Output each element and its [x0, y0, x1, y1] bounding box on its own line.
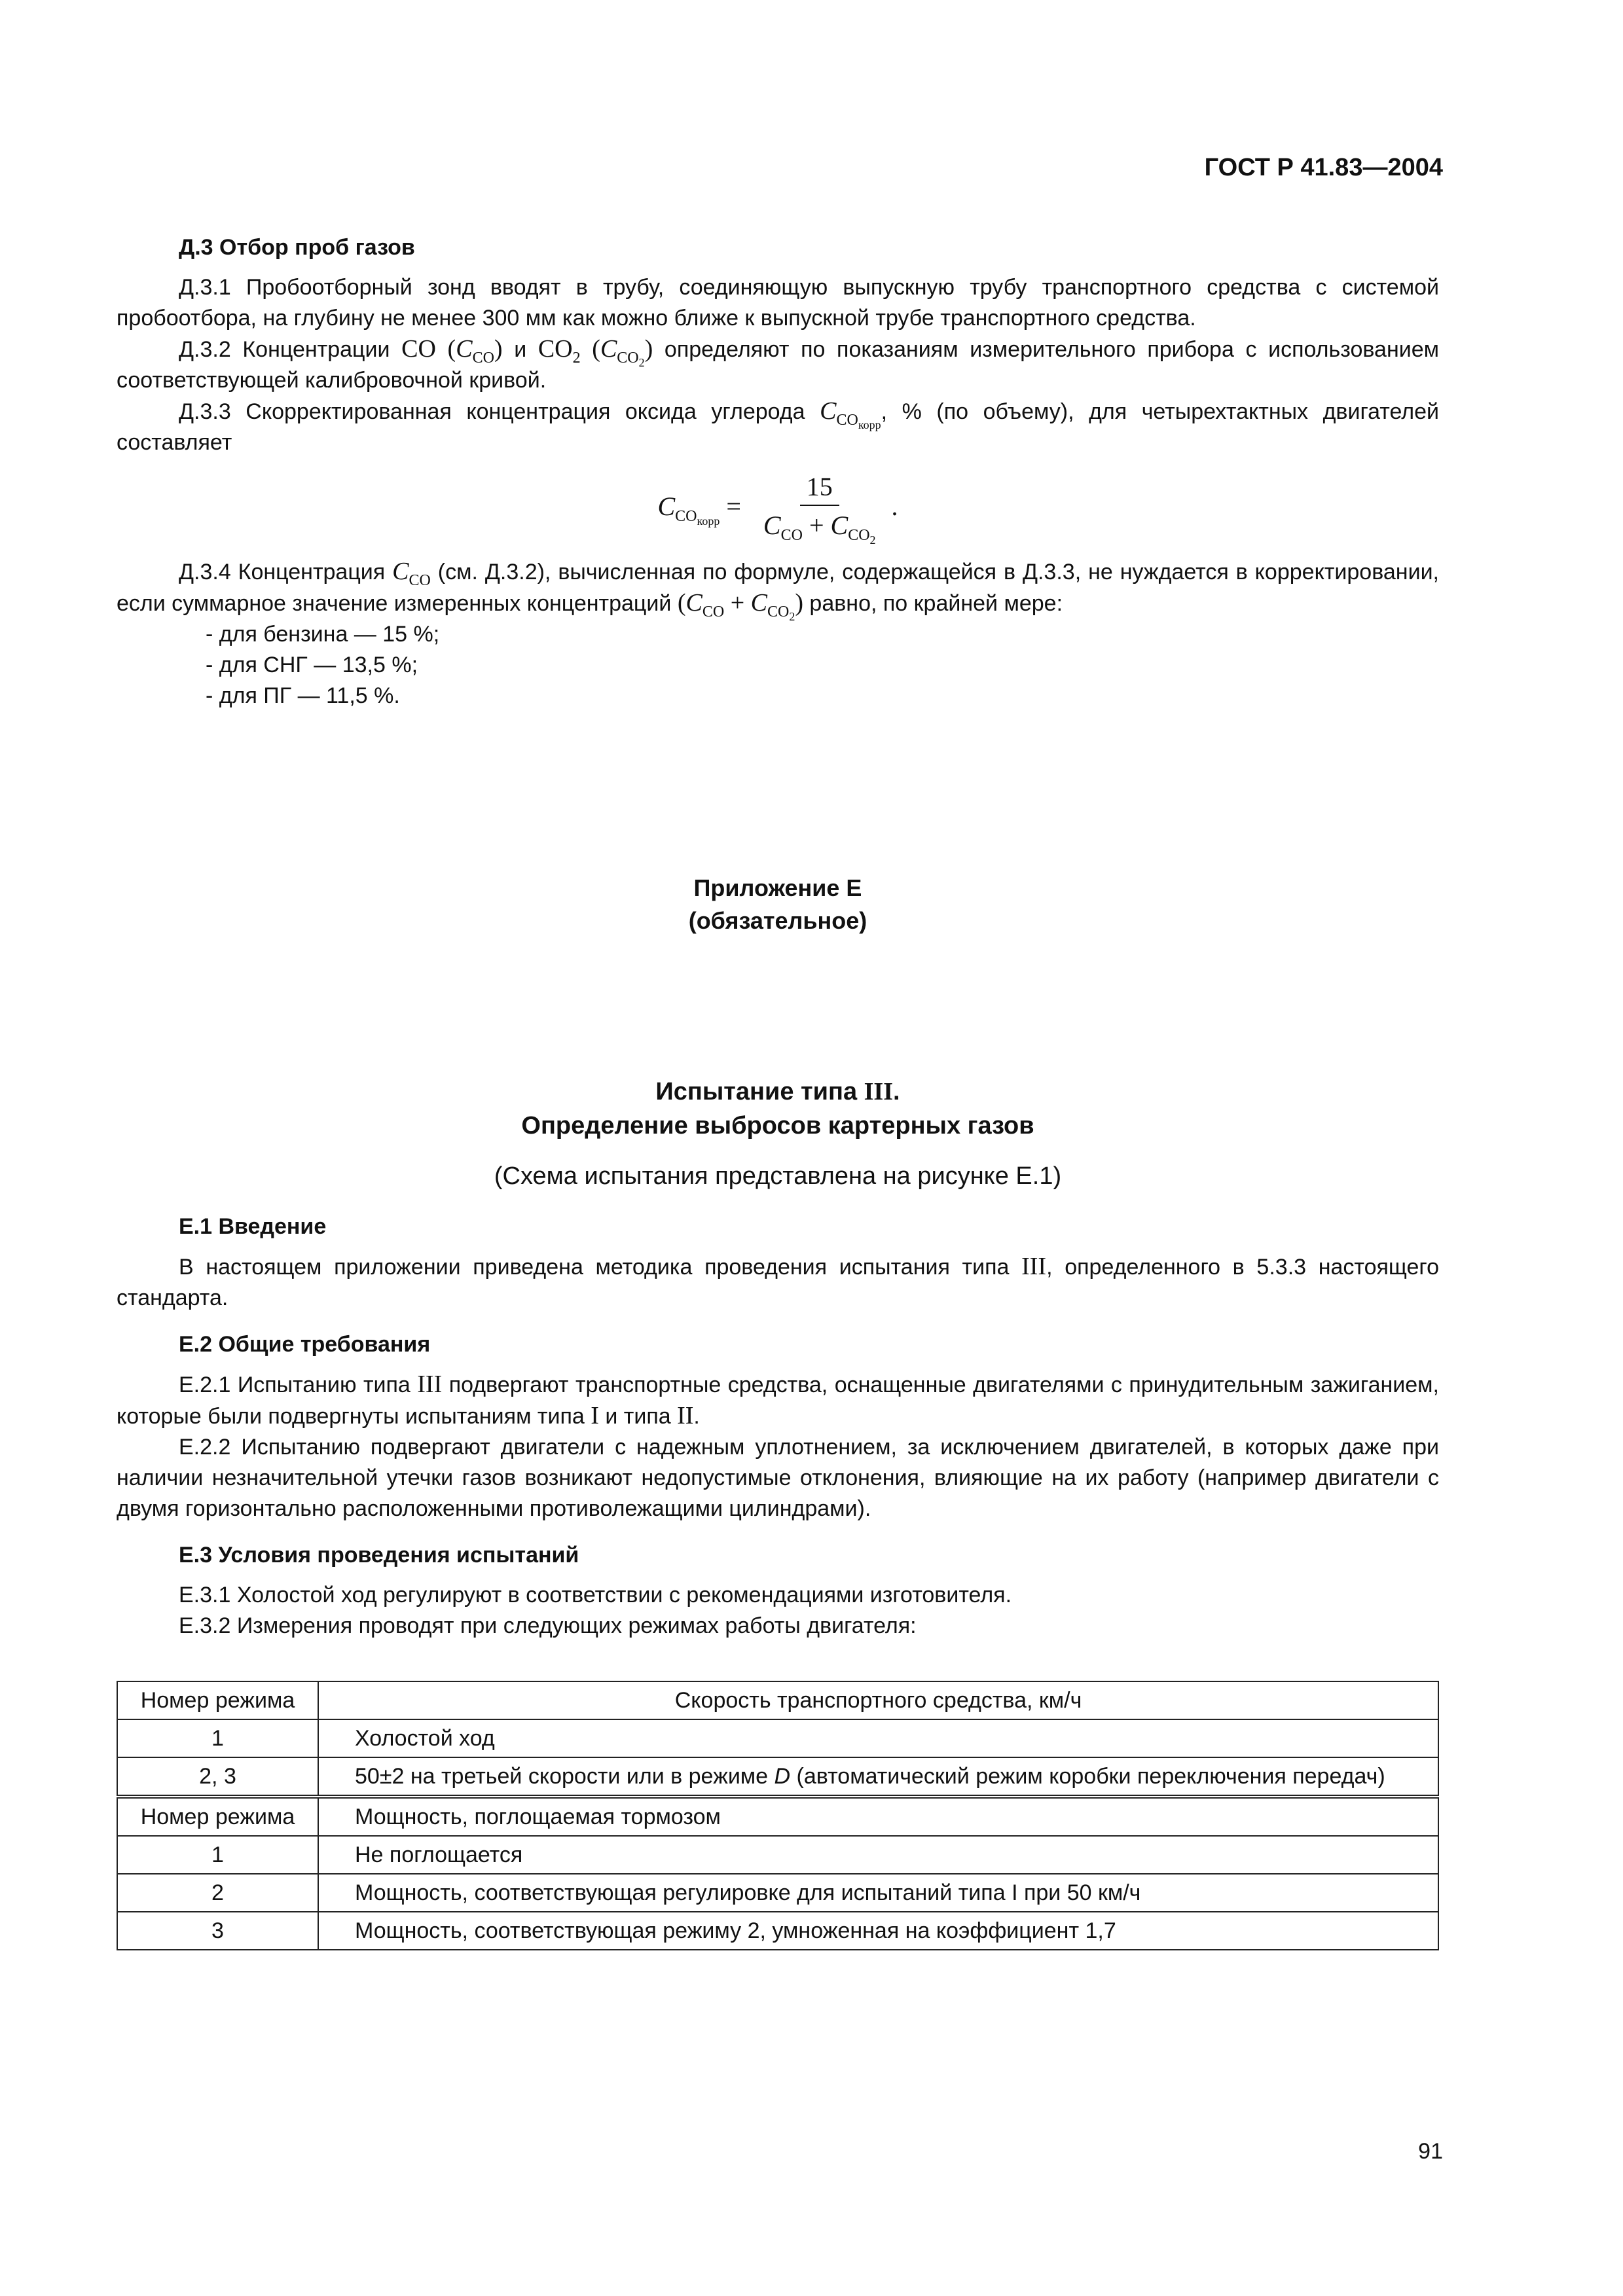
paragraph-e2-1: Е.2.1 Испытанию типа III подвергают транспортные средства, оснащенные двигателями с принудительным зажиганием, которые были подвергнуты испытаниям типа I и типа II. — [117, 1371, 1439, 1429]
paragraph-d3-4: Д.3.4 Концентрация $C_{CO}$ (см. Д.3.2), вычисленная по формуле, содержащейся в Д.3.3, не нуждается в корректировании, если суммарное значение измеренных концентраций $(C_{CO} + C_{CO_2})$ равно, по крайней мере: — [117, 558, 1440, 623]
formula-inline-cco: $C_{CO}$ — [392, 558, 431, 589]
table-row — [117, 1912, 1438, 1950]
section-heading-e2: Е.2 Общие требования — [179, 1332, 431, 1357]
table-header-cell: Мощность, поглощаемая тормозом — [318, 1797, 1438, 1836]
table-cell-text: Не поглощается — [318, 1836, 1438, 1874]
paragraph-d3-1: Д.3.1 Пробоотборный зонд вводят в трубу, соединяющую выпускную трубу транспортного средства с системой пробоотбора, на глубину не менее 300 мм как можно ближе к выпускной трубе транспортного средства. — [117, 275, 1439, 331]
table-cell-mode: 1 — [117, 1719, 318, 1757]
paragraph-d3-2: Д.3.2 Концентрации CO $(C_{CO})$ и $CO_2$ $(C_{CO_2})$ определяют по показаниям измерительного прибора с использованием соответствующей калибровочной кривой. — [117, 335, 1439, 393]
list-item: - для ПГ — 11,5 %. — [206, 683, 400, 708]
formula-inline-cco-corr: $C_{CO_{корр}}$ — [820, 397, 881, 431]
table-cell-mode: 3 — [117, 1912, 318, 1950]
appendix-title: Приложение Е — [693, 874, 862, 901]
table-row — [117, 1757, 1438, 1797]
table-header-row — [117, 1797, 1438, 1836]
table-header-cell: Номер режима — [117, 1797, 318, 1836]
title-line-2: Определение выбросов картерных газов — [521, 1112, 1034, 1139]
table-row — [117, 1874, 1438, 1912]
formula-denominator: $C_{CO} + C_{CO_2}$ — [763, 511, 876, 547]
page-content — [117, 226, 1439, 1950]
formula-inline-sum: $(C_{CO} + C_{CO_2})$ — [677, 589, 803, 623]
list-item: - для бензина — 15 %; — [206, 622, 440, 647]
test-modes-table — [117, 1681, 1439, 1950]
appendix-main-title — [117, 1075, 1439, 1143]
paragraph-e2-2: Е.2.2 Испытанию подвергают двигатели с надежным уплотнением, за исключением двигателей, в которых даже при наличии незначительной утечки газов возникают недопустимые отклонения, влияющие на их работу (например двигатели с двумя горизонтально расположенными противолежащими цилиндрами). — [117, 1435, 1439, 1521]
formula-lhs: $C_{CO_{корр}}$ — [657, 491, 720, 528]
formula-inline-co: CO $(C_{CO})$ — [401, 335, 503, 367]
table-cell-text: Холостой ход — [318, 1719, 1438, 1757]
formula-cco-corr — [117, 471, 1439, 547]
table-header-row — [117, 1681, 1438, 1719]
formula-numerator: 15 — [800, 471, 839, 506]
section-heading-e3: Е.3 Условия проведения испытаний — [179, 1543, 579, 1568]
section-heading-d3: Д.3 Отбор проб газов — [179, 235, 415, 260]
appendix-heading — [117, 872, 1439, 937]
table-header-cell: Скорость транспортного средства, км/ч — [318, 1681, 1438, 1719]
table-cell-text: 50±2 на третьей скорости или в режиме D (автоматический режим коробки переключения передач) — [318, 1757, 1438, 1797]
paragraph-e1: В настоящем приложении приведена методика проведения испытания типа III, определенного в 5.3.3 настоящего стандарта. — [117, 1253, 1439, 1310]
list-item: - для СНГ — 13,5 %; — [206, 653, 418, 677]
fuel-list — [206, 619, 1439, 711]
standard-code: ГОСТ Р 41.83—2004 — [1204, 154, 1443, 181]
table-cell-text: Мощность, соответствующая регулировке для испытаний типа I при 50 км/ч — [318, 1874, 1438, 1912]
table-header-cell: Номер режима — [117, 1681, 318, 1719]
table-cell-mode: 2, 3 — [117, 1757, 318, 1797]
formula-equals: = — [726, 491, 741, 521]
formula-inline-co2: $CO_2$ $(C_{CO_2})$ — [538, 335, 653, 369]
section-heading-e1: Е.1 Введение — [179, 1214, 327, 1239]
table-row — [117, 1836, 1438, 1874]
page-number: 91 — [1418, 2139, 1443, 2164]
table-cell-mode: 1 — [117, 1836, 318, 1874]
table-cell-text: Мощность, соответствующая режиму 2, умноженная на коэффициент 1,7 — [318, 1912, 1438, 1950]
title-line-1: Испытание типа III. — [655, 1078, 900, 1105]
paragraph-e3-1: Е.3.1 Холостой ход регулируют в соответствии с рекомендациями изготовителя. — [179, 1583, 1012, 1607]
paragraph-e3-2: Е.3.2 Измерения проводят при следующих режимах работы двигателя: — [179, 1613, 917, 1638]
formula-fraction — [757, 471, 883, 547]
appendix-status: (обязательное) — [688, 907, 867, 934]
paragraph-d3-3: Д.3.3 Скорректированная концентрация оксида углерода $C_{CO_{корр}}$, % (по объему), для четырехтактных двигателей составляет — [117, 397, 1439, 455]
table-row — [117, 1719, 1438, 1757]
formula-period: . — [891, 491, 898, 521]
table-cell-mode: 2 — [117, 1874, 318, 1912]
appendix-subtitle: (Схема испытания представлена на рисунке Е.1) — [494, 1162, 1062, 1190]
